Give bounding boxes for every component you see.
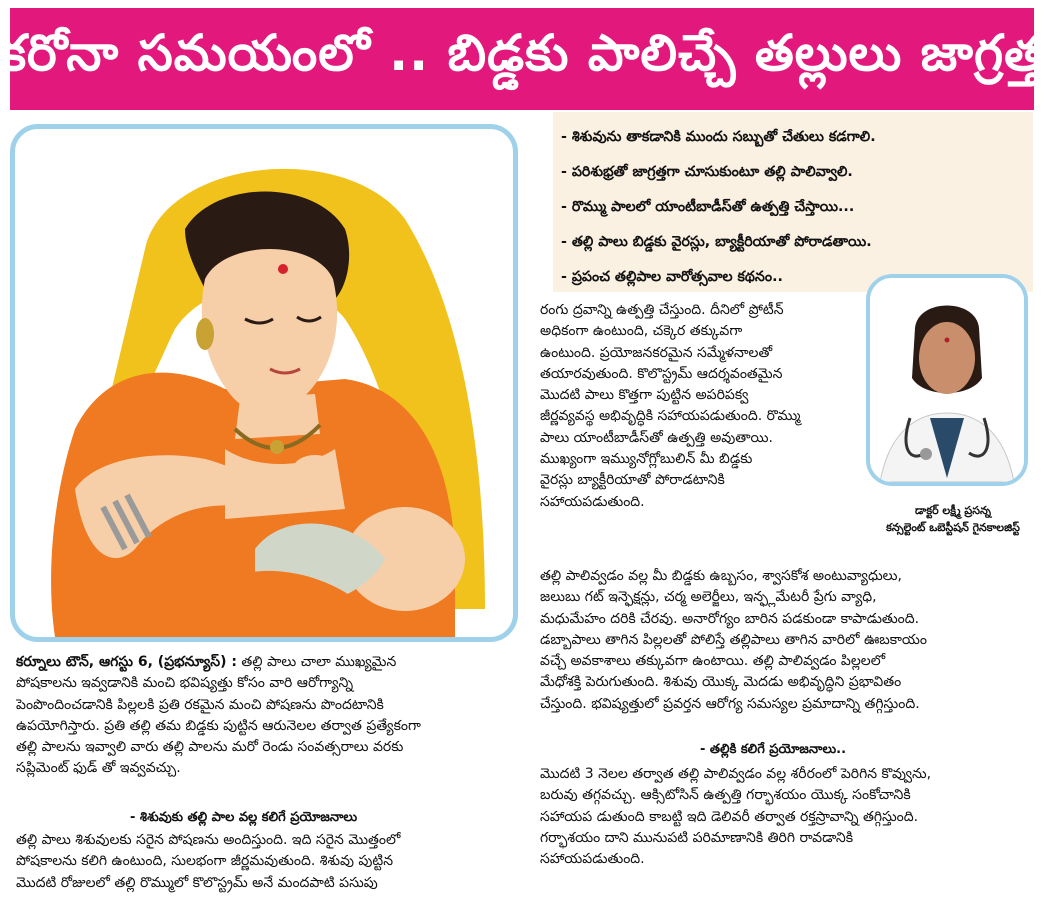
doctor-portrait (870, 278, 1024, 482)
dateline: కర్నూలు టౌన్, ఆగస్టు 6, (ప్రభన్యూస్) : (16, 654, 237, 670)
text-line: సప్లిమెంట్ ఫుడ్ తో ఇవ్వవచ్చు. (16, 760, 181, 777)
text-line: జీర్ణవ్యవస్థ అభివృద్ధికి సహాయపడుతుంది. రొమ్ము (540, 408, 801, 425)
text-line: తల్లి పాలు శిశువులకు సరైన పోషణను అందిస్తుంది. ఇది సరైన మొత్తంలో (16, 832, 401, 848)
text-line: ముఖ్యంగా ఇమ్యునోగ్లోబులిన్ మీ బిడ్డకు (540, 451, 753, 468)
text-line: కర్నూలు టౌన్, ఆగస్టు 6, (ప్రభన్యూస్) : తల్లి పాలు చాలా ముఖ్యమైన (16, 654, 397, 670)
highlights-box (553, 112, 1033, 292)
text-line: తయారవుతుంది. కొలొస్ట్రమ్ ఆదర్శవంతమైన (540, 365, 783, 382)
right-paragraph-narrow (540, 300, 862, 513)
illustration-frame (10, 124, 518, 642)
text-line: మొదటి 3 నెలల తర్వాత తల్లి పాలివ్వడం వల్ల శరీరంలో పెరిగిన కొవ్వును, (540, 766, 932, 782)
doctor-caption (868, 502, 1038, 536)
text-line: పోషకాలను ఇవ్వడానికి మంచి భవిష్యత్తు కోసం వారి ఆరోగ్యాన్ని (16, 675, 354, 692)
text-line: పెంపొందించడానికి పిల్లలకి ప్రతి రకమైన మంచి పోషణను పొందటానికి (16, 696, 384, 713)
doctor-name: డాక్టర్ లక్ష్మీ ప్రసన్న (915, 504, 991, 517)
text-line: గర్భాశయం దాని మునుపటి పరిమాణానికి తిరిగి రావడానికి (540, 829, 854, 846)
right-paragraph-final (540, 764, 1034, 870)
text-line: ఉపయోగిస్తారు. ప్రతి తల్లి తమ బిడ్డకు పుట్టిన ఆరునెలల తర్వాత ప్రత్యేకంగా (16, 717, 421, 734)
doctor-title: కన్సల్టెంట్ ఒబెస్టీషన్ గైనకాలజిస్ట్ (886, 521, 1020, 534)
text-line: పోషకాలను కలిగి ఉంటుంది, సులభంగా జీర్ణమవుతుంది. శిశువు పుట్టిన (16, 853, 394, 870)
text-line: పాలు యాంటీబాడీస్‌తో ఉత్పత్తి అవుతాయి. (540, 429, 773, 446)
text-line: చేస్తుంది. భవిష్యత్తులో ప్రవర్తన ఆరోగ్య సమస్యల ప్రమాదాన్ని తగ్గిస్తుంది. (540, 695, 920, 712)
text-line: రంగు ద్రవాన్ని ఉత్పత్తి చేస్తుంది. దీనిలో ప్రోటీన్ (540, 302, 784, 318)
doctor-photo-frame (866, 274, 1028, 486)
right-paragraph-wide (540, 566, 1034, 715)
text-line: అధికంగా ఉంటుంది, చక్కెర తక్కువగా (540, 323, 743, 340)
text-line: జలుబు గట్ ఇన్ఫెక్షన్లు, చర్మ అలెర్జీలు, ఇన్ఫ్లమేటరీ ప్రేగు వ్యాధి, (540, 589, 877, 606)
text-line: తల్లి పాలను ఇవ్వాలి వారు తల్లి పాలను మరో రెండు సంవత్సరాలు వరకు (16, 739, 404, 756)
text-line: ఉంటుంది. ప్రయోజనకరమైన సమ్మేళనాలతో (540, 344, 773, 361)
text-line: సహాయపడుతుంది. (540, 851, 645, 868)
text-line: డబ్బాపాలు తాగిన పిల్లలతో పోలిస్తే తల్లిపాలు తాగిన వారిలో ఊబకాయం (540, 631, 928, 648)
text-line: వైరస్లు బ్యాక్టీరియాతో పోరాడటానికి (540, 472, 725, 489)
highlight-item: - రొమ్ము పాలలో యాంటీబాడీస్‌తో ఉత్పత్తి చేస్తాయి... (561, 199, 855, 215)
highlight-item: - శిశువును తాకడానికి ముందు సబ్బుతో చేతులు కడగాలి. (561, 129, 876, 145)
text-line: మొదటి పాలు కొత్తగా పుట్టిన అపరిపక్వ (540, 387, 749, 404)
text-line: మధుమేహం దరికి చేరవు. అనారోగ్యం బారిన పడకుండా కాపాడుతుంది. (540, 610, 920, 627)
text-line: సహాయపడుతుంది. (540, 493, 645, 510)
text-line: సహాయప డుతుంది కాబట్టి ఇది డెలివరీ తర్వాత రక్తస్రావాన్ని తగ్గిస్తుంది. (540, 808, 919, 825)
left-subheading: - శిశువుకు తల్లి పాల వల్ల కలిగే ప్రయోజనాలు (130, 810, 358, 825)
highlight-item: - తల్లి పాలు బిడ్డకు వైరస్లు, బ్యాక్టీరియాతో పోరాడతాయి. (561, 234, 872, 250)
left-paragraph-2 (16, 830, 516, 894)
left-paragraph-1 (16, 652, 516, 780)
headline: కరోనా సమయంలో .. బిడ్డకు పాలిచ్చే తల్లులు జాగ్రత్త (0, 23, 1045, 82)
text-line: మేధోశక్తి పెరుగుతుంది. శిశువు యొక్క మెదడు అభివృద్ధిని ప్రభావితం (540, 674, 902, 691)
text-line: బరువు తగ్గవచ్చు. ఆక్సిటోసిన్ ఉత్పత్తి గర్భాశయం యొక్క సంకోచానికి (540, 787, 911, 804)
right-subheading: - తల్లికి కలిగే ప్రయోజనాలు.. (700, 742, 847, 757)
highlight-item: - ప్రపంచ తల్లిపాల వారోత్సవాల కథనం.. (561, 269, 783, 285)
highlight-item: - పరిశుభ్రతో జాగ్రత్తగా చూసుకుంటూ తల్లి పాలివ్వాలి. (561, 164, 853, 180)
text-line: మొదటి రోజులలో తల్లి రొమ్ములో కొలొస్ట్రమ్ అనే మందపాటి పసుపు (16, 874, 378, 891)
text-line: తల్లి పాలివ్వడం వల్ల మీ బిడ్డకు ఉబ్బసం, శ్వాసకోశ అంటువ్యాధులు, (540, 568, 902, 584)
text-line: వచ్చే అవకాశాలు తక్కువగా ఉంటాయి. తల్లి పాలివ్వడం పిల్లలలో (540, 653, 886, 670)
headline-banner (0, 8, 1045, 110)
mother-breastfeeding-illustration (15, 129, 513, 637)
